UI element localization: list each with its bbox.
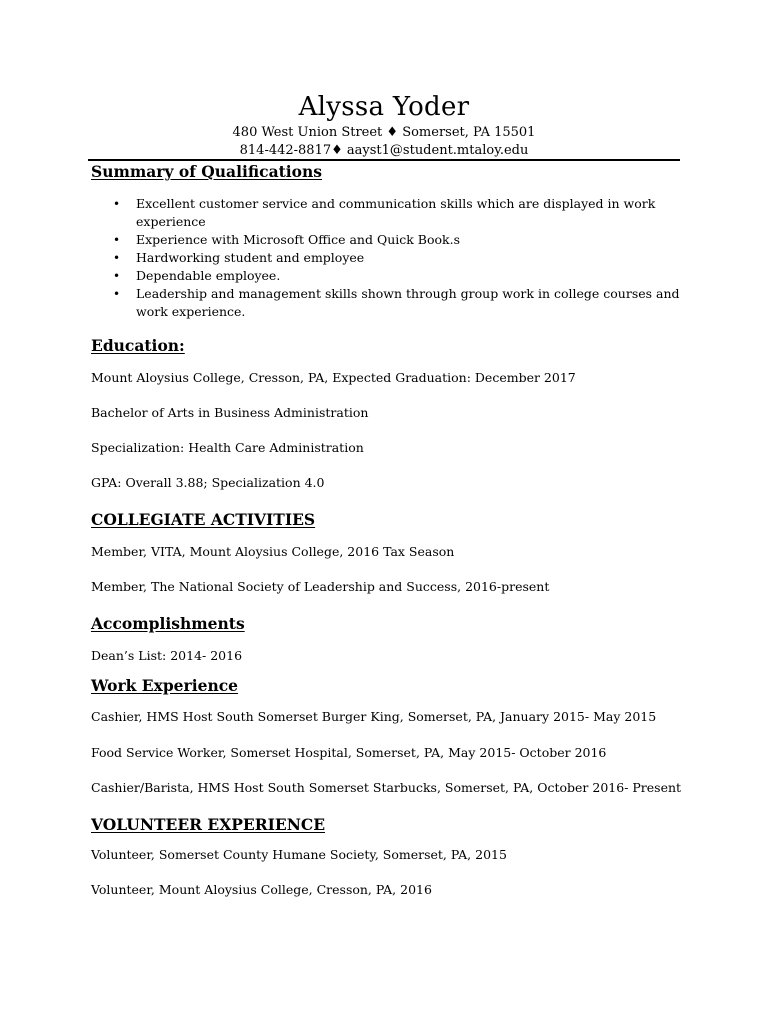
education-line: GPA: Overall 3.88; Specialization 4.0 (91, 475, 325, 490)
bullet-icon: • (113, 287, 121, 301)
bullet-icon: • (113, 269, 121, 283)
work-line: Cashier, HMS Host South Somerset Burger King, Somerset, PA, January 2015- May 2015 (91, 709, 657, 724)
summary-item (108, 267, 680, 285)
activities-line: Member, The National Society of Leadership and Success, 2016-present (91, 579, 550, 594)
summary-item (108, 231, 680, 249)
volunteer-line: Volunteer, Mount Aloysius College, Cresson, PA, 2016 (91, 882, 432, 897)
education-line: Mount Aloysius College, Cresson, PA, Expected Graduation: December 2017 (91, 370, 576, 385)
address-line: 480 West Union Street ♦ Somerset, PA 15501 (232, 125, 536, 140)
summary-item-text: Excellent customer service and communication skills which are displayed in work experience (136, 196, 656, 229)
summary-item-text: Leadership and management skills shown through group work in college courses and work experience. (136, 286, 680, 319)
summary-item (108, 249, 680, 267)
activities-heading: COLLEGIATE ACTIVITIES (91, 510, 316, 529)
activities-line: Member, VITA, Mount Aloysius College, 2016 Tax Season (91, 544, 455, 559)
summary-heading: Summary of Qualifications (91, 162, 323, 181)
bullet-icon: • (113, 233, 121, 247)
education-line: Specialization: Health Care Administration (91, 440, 364, 455)
resume-name: Alyssa Yoder (298, 92, 470, 122)
contact-line: 814-442-8817♦ aayst1@student.mtaloy.edu (239, 143, 529, 158)
summary-item-text: Hardworking student and employee (136, 250, 365, 265)
summary-item-text: Dependable employee. (136, 268, 281, 283)
accomplishments-line: Dean’s List: 2014- 2016 (91, 648, 243, 663)
bullet-icon: • (113, 197, 121, 211)
work-line: Cashier/Barista, HMS Host South Somerset Starbucks, Somerset, PA, October 2016- Present (91, 780, 682, 795)
summary-list (108, 195, 680, 321)
work-line: Food Service Worker, Somerset Hospital, Somerset, PA, May 2015- October 2016 (91, 745, 607, 760)
education-heading: Education: (91, 336, 185, 355)
summary-item-text: Experience with Microsoft Office and Quick Book.s (136, 232, 460, 247)
volunteer-heading: VOLUNTEER EXPERIENCE (91, 815, 326, 834)
education-line: Bachelor of Arts in Business Administration (91, 405, 369, 420)
bullet-icon: • (113, 251, 121, 265)
volunteer-line: Volunteer, Somerset County Humane Society, Somerset, PA, 2015 (91, 847, 507, 862)
accomplishments-heading: Accomplishments (91, 614, 245, 633)
header-divider (88, 159, 680, 161)
work-heading: Work Experience (91, 676, 239, 695)
summary-item (108, 285, 680, 321)
summary-item (108, 195, 680, 231)
